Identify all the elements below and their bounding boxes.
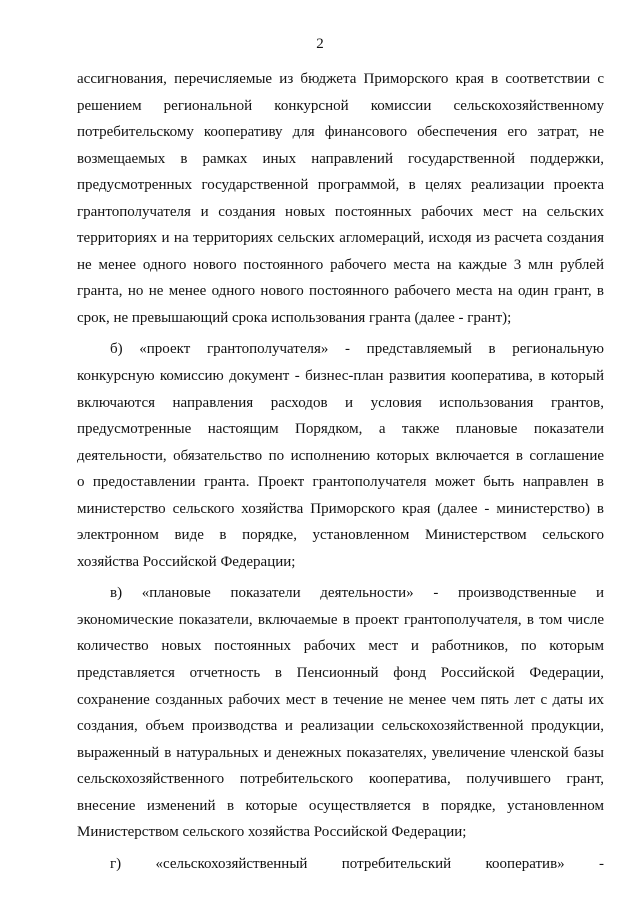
- text-line: электронном виде в порядке, установленном Министерством сельского: [77, 527, 604, 544]
- text-line: сельскохозяйственного потребительского кооператива, получившего грант,: [77, 771, 604, 788]
- text-line: возмещаемых в рамках иных направлений государственной поддержки,: [77, 150, 604, 167]
- text-line: конкурсную комиссию документ - бизнес-план развития кооператива, в который: [77, 368, 604, 385]
- text-line: территориях и на территориях сельских агломераций, исходя из расчета создания: [77, 230, 604, 247]
- text-line: предусмотренных государственной программой, в целях реализации проекта: [77, 177, 604, 194]
- paragraph: [77, 66, 604, 331]
- text-line: сохранение созданных рабочих мест в течение не менее чем пять лет с даты их: [77, 691, 604, 708]
- text-line: потребительскому кооперативу для финансового обеспечения его затрат, не: [77, 124, 604, 141]
- text-line: деятельности, обязательство по исполнению которых включается в соглашение: [77, 447, 604, 464]
- page-number: 2: [316, 36, 324, 52]
- paragraph: [77, 851, 604, 878]
- text-line: г) «сельскохозяйственный потребительский кооператив» -: [110, 855, 604, 872]
- text-line: не менее одного нового постоянного рабочего места на каждые 3 млн рублей: [77, 256, 604, 273]
- text-line: грантополучателя и создания новых постоянных рабочих мест на сельских: [77, 203, 604, 220]
- text-line: ассигнования, перечисляемые из бюджета Приморского края в соответствии с: [77, 71, 604, 87]
- paragraph: [77, 336, 604, 575]
- text-line: экономические показатели, включаемые в проект грантополучателя, в том числе: [77, 611, 604, 628]
- text-line: срок, не превышающий срока использования гранта (далее - грант);: [77, 309, 512, 326]
- text-line: министерство сельского хозяйства Приморского края (далее - министерство) в: [77, 500, 604, 517]
- text-line: б) «проект грантополучателя» - представляемый в региональную: [110, 341, 604, 358]
- text-line: решением региональной конкурсной комиссии сельскохозяйственному: [77, 97, 604, 114]
- paragraph: [77, 580, 604, 845]
- text-line: выраженный в натуральных и денежных показателях, увеличение членской базы: [77, 744, 604, 761]
- text-line: гранта, но не менее одного нового постоянного рабочего места на один грант, в: [77, 283, 604, 300]
- text-line: количество новых постоянных рабочих мест и работников, по которым: [77, 638, 604, 655]
- text-line: Министерством сельского хозяйства Российской Федерации;: [77, 824, 467, 841]
- text-line: в) «плановые показатели деятельности» - производственные и: [110, 585, 604, 602]
- text-line: включаются направления расходов и условия использования грантов,: [77, 394, 604, 411]
- text-line: представляется отчетность в Пенсионный фонд Российской Федерации,: [77, 665, 604, 682]
- text-line: предусмотренные настоящим Порядком, а также плановые показатели: [77, 421, 604, 438]
- document-body: [77, 66, 604, 877]
- text-line: хозяйства Российской Федерации;: [77, 553, 296, 570]
- text-line: внесение изменений в которые осуществляется в порядке, установленном: [77, 797, 604, 814]
- text-line: создания, объем производства и реализации сельскохозяйственной продукции,: [77, 718, 604, 735]
- text-line: о предоставлении гранта. Проект грантополучателя может быть направлен в: [77, 474, 604, 491]
